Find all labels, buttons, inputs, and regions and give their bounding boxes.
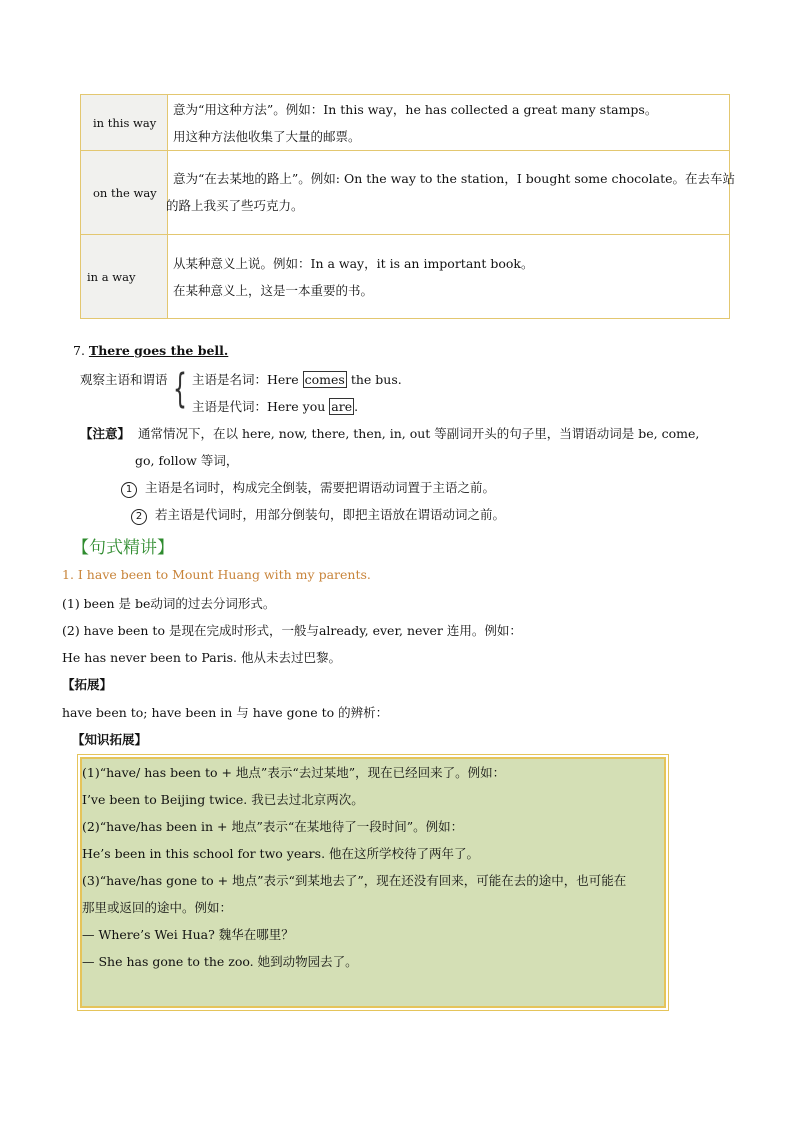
note-point-1: 1 主语是名词时，构成完全倒装，需要把谓语动词置于主语之前。 [121,478,495,498]
pattern-heading: 【句式精讲】 [72,538,174,558]
section-7-heading: 7. There goes the bell. [73,343,229,358]
knowledge-label: 【知识拓展】 [72,732,148,747]
description-cell: 意为“用这种方法”。例如：In this way，he has collected a great many stamps。 用这种方法他收集了大量的邮票。 [168,95,730,151]
knowledge-line: (2)“have/has been in + 地点”表示“在某地待了一段时间”。例如： [82,819,464,834]
note-continuation: go, follow 等词， [135,453,239,468]
explanation-2: (2) have been to 是现在完成时形式，一般与already, ever, never 连用。例如： [62,623,522,638]
description-cell: 从某种意义上说。例如：In a way，it is an important book。 在某种意义上，这是一本重要的书。 [168,235,730,319]
term-cell: in a way [81,235,168,319]
description-cell: 意为“在去某地的路上”。例如: On the way to the station，I bought some chocolate。在去车站 的路上我买了些巧克力。 [168,151,730,235]
extend-label: 【拓展】 [62,677,113,692]
sentence-1: 1. I have been to Mount Huang with my parents. [62,567,371,582]
knowledge-line: — She has gone to the zoo. 她到动物园去了。 [82,954,358,969]
extend-text: have been to; have been in 与 have gone to 的辨析： [62,705,389,720]
knowledge-line: (1)“have/ has been to + 地点”表示“去过某地”，现在已经回来了。例如： [82,765,506,780]
knowledge-box [80,757,666,1008]
noun-subject-example: 主语是名词：Here comes the bus. [192,372,402,387]
pronoun-subject-example: 主语是代词：Here you are . [192,399,359,414]
knowledge-line: (3)“have/has gone to + 地点”表示“到某地去了”，现在还没有回来，可能在去的途中，也可能在 [82,873,627,888]
term-cell: in this way [81,95,168,151]
phrase-table [80,94,736,319]
knowledge-line: I’ve been to Beijing twice. 我已去过北京两次。 [82,792,364,807]
term-cell: on the way [81,151,168,235]
example-sentence: He has never been to Paris. 他从未去过巴黎。 [62,650,341,665]
knowledge-line: — Where’s Wei Hua? 魏华在哪里？ [82,927,294,942]
note-paragraph: 【注意】 通常情况下，在以 here, now, there, then, in, out 等副词开头的句子里，当谓语动词是 be, come, [80,426,700,441]
observe-label: 观察主语和谓语 [80,372,168,387]
brace-icon: { [173,366,187,412]
table-row [81,235,730,319]
table-row [81,95,730,151]
table-row [81,151,730,235]
knowledge-line: He’s been in this school for two years. 他在这所学校待了两年了。 [82,846,480,861]
note-point-2: 2 若主语是代词时，用部分倒装句，即把主语放在谓语动词之前。 [131,505,505,525]
knowledge-line: 那里或返回的途中。例如： [82,900,233,915]
explanation-1: (1) been 是 be动词的过去分词形式。 [62,596,276,611]
